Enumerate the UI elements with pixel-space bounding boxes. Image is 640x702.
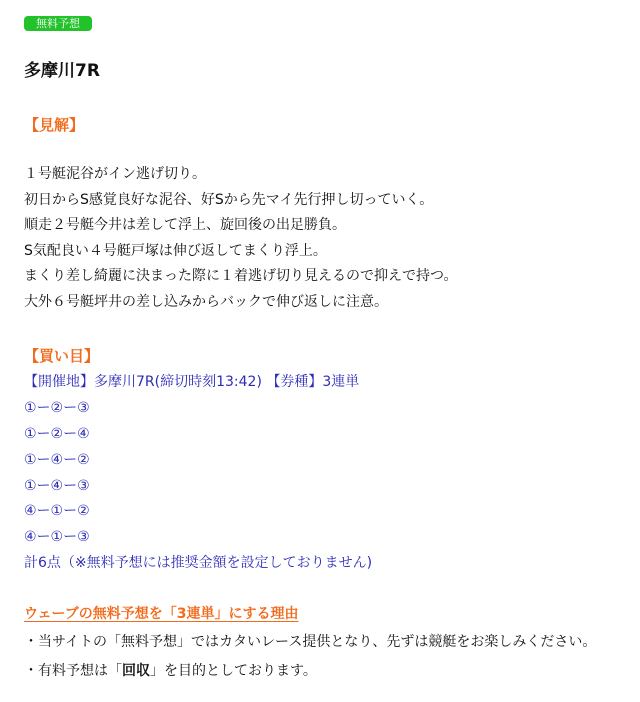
analysis-line: まくり差し綺麗に決まった際に１着逃げ切り見えるので抑えで持つ。 (24, 268, 458, 285)
analysis-line: S気配良い４号艇戸塚は伸び返してまくり浮上。 (24, 242, 327, 259)
bet-combination: ④ー①ー③ (24, 529, 90, 546)
bet-combination: ①ー④ー③ (24, 477, 90, 494)
bets-heading: 【買い目】 (24, 347, 100, 365)
reason-line-2-suffix: 」を目的としております。 (150, 663, 317, 679)
analysis-line: 順走２号艇今井は差して浮上、旋回後の出足勝負。 (24, 217, 346, 234)
bets-venue-line: 【開催地】多摩川7R(締切時刻13:42) 【券種】3連単 (24, 374, 360, 390)
bet-combination: ①ー④ー② (24, 451, 90, 468)
race-title: 多摩川7R (24, 61, 100, 81)
reason-heading-link[interactable]: ウェーブの無料予想を「3連単」にする理由 (24, 606, 299, 622)
reason-text (24, 628, 596, 686)
bet-combination: ①ー②ー④ (24, 425, 90, 442)
bet-combination: ①ー②ー③ (24, 399, 90, 416)
analysis-line: １号艇泥谷がイン逃げ切り。 (24, 166, 206, 182)
reason-line-2 (24, 657, 596, 686)
analysis-heading: 【見解】 (24, 116, 85, 134)
bet-combination: ④ー①ー② (24, 503, 90, 520)
reason-line-2-emphasis: 回収 (122, 663, 150, 679)
analysis-line: 初日からS感覚良好な泥谷、好Sから先マイ先行押し切っていく。 (24, 191, 434, 208)
analysis-line: 大外６号艇坪井の差し込みからバックで伸び返しに注意。 (24, 293, 388, 310)
reason-line-1: ・当サイトの「無料予想」ではカタいレース提供となり、先ずは競艇をお楽しみください。 (24, 634, 597, 650)
free-prediction-badge: 無料予想 (24, 16, 92, 31)
reason-line-2-prefix: ・有料予想は「 (24, 663, 122, 679)
bets-total: 計6点（※無料予想には推奨金額を設定しておりません) (24, 555, 373, 572)
analysis-lines (24, 162, 457, 316)
bets-list (24, 370, 372, 577)
